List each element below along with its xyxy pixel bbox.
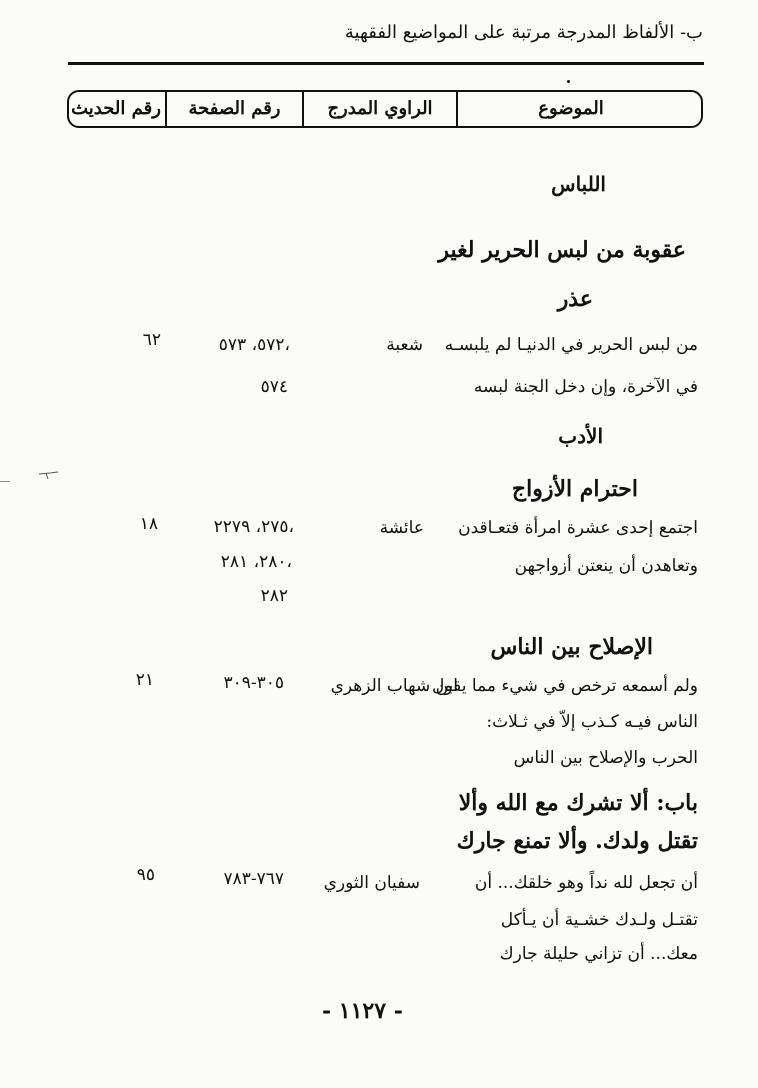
subsection-heading: الإصلاح بين الناس [490, 634, 653, 660]
entry-text: الناس فيـه كـذب إلاّ في ثـلاث: [486, 712, 698, 732]
entry-text: اجتمع إحدى عشرة امرأة فتعـاقدن [458, 518, 698, 538]
margin-pen-mark [38, 470, 60, 482]
entry-text: ولم أسمعه ترخص في شيء مما يقول [432, 676, 698, 696]
page-ref: ٧٦٧-٧٨٣ [223, 869, 284, 889]
entry-text: تقتـل ولـدك خشـية أن يـأكل [500, 910, 698, 930]
page-ref: ٢٨٢ [260, 586, 288, 606]
entry-text: معك... أن تزاني حليلة جارك [499, 944, 698, 964]
page-ref: ٣٠٥-٣٠٩ [223, 673, 284, 693]
column-narrator: الراوي المدرج [327, 98, 433, 119]
hadith-number: ٦٢ [142, 330, 161, 350]
page-ref: ٢٨٠، ٢٨١، [220, 552, 292, 572]
hadith-number: ٢١ [135, 670, 154, 690]
hadith-number: ١٨ [139, 514, 158, 534]
subsection-heading: عذر [557, 286, 593, 312]
section-heading: اللباس [551, 172, 606, 196]
ink-dot [567, 80, 570, 83]
header-rule [68, 62, 704, 65]
column-page: رقم الصفحة [188, 98, 281, 119]
entry-text: في الآخرة، وإن دخل الجنة لبسه [473, 377, 698, 397]
column-header-box [67, 90, 703, 128]
entry-text: الحرب والإصلاح بين الناس [513, 748, 698, 768]
subsection-heading: باب: ألا تشرك مع الله وألا [458, 790, 698, 816]
page-ref: ٥٧٢، ٥٧٣، [218, 335, 290, 355]
narrator: سفيان الثوري [323, 873, 420, 893]
subsection-heading: عقوبة من لبس الحرير لغير [438, 237, 686, 263]
page-ref: ٢٧٥، ٢٢٧٩، [213, 517, 294, 537]
column-topic: الموضوع [538, 98, 604, 119]
column-divider [302, 92, 304, 126]
entry-text: أن تجعل لله نداً وهو خلقك... أن [474, 873, 698, 893]
hadith-number: ٩٥ [136, 865, 155, 885]
narrator: شعبة [386, 335, 423, 355]
margin-dash [0, 481, 10, 482]
running-head: ب- الألفاظ المدرجة مرتبة على المواضيع الفقهية [344, 22, 703, 43]
section-heading: الأدب [558, 424, 603, 448]
entry-text: من لبس الحرير في الدنيـا لم يلبسـه [444, 335, 698, 355]
narrator: ابن شهاب الزهري [330, 676, 458, 696]
subsection-heading: تقتل ولدك. وألا تمنع جارك [456, 828, 698, 854]
column-divider [456, 92, 458, 126]
entry-text: وتعاهدن أن ينعتن أزواجهن [514, 556, 698, 576]
page-ref: ٥٧٤ [260, 377, 288, 397]
narrator: عائشة [379, 518, 424, 538]
subsection-heading: احترام الأزواج [511, 476, 638, 502]
page-number: - ١١٢٧ - [322, 998, 403, 1024]
column-divider [165, 92, 167, 126]
column-hadith: رقم الحديث [71, 98, 161, 119]
